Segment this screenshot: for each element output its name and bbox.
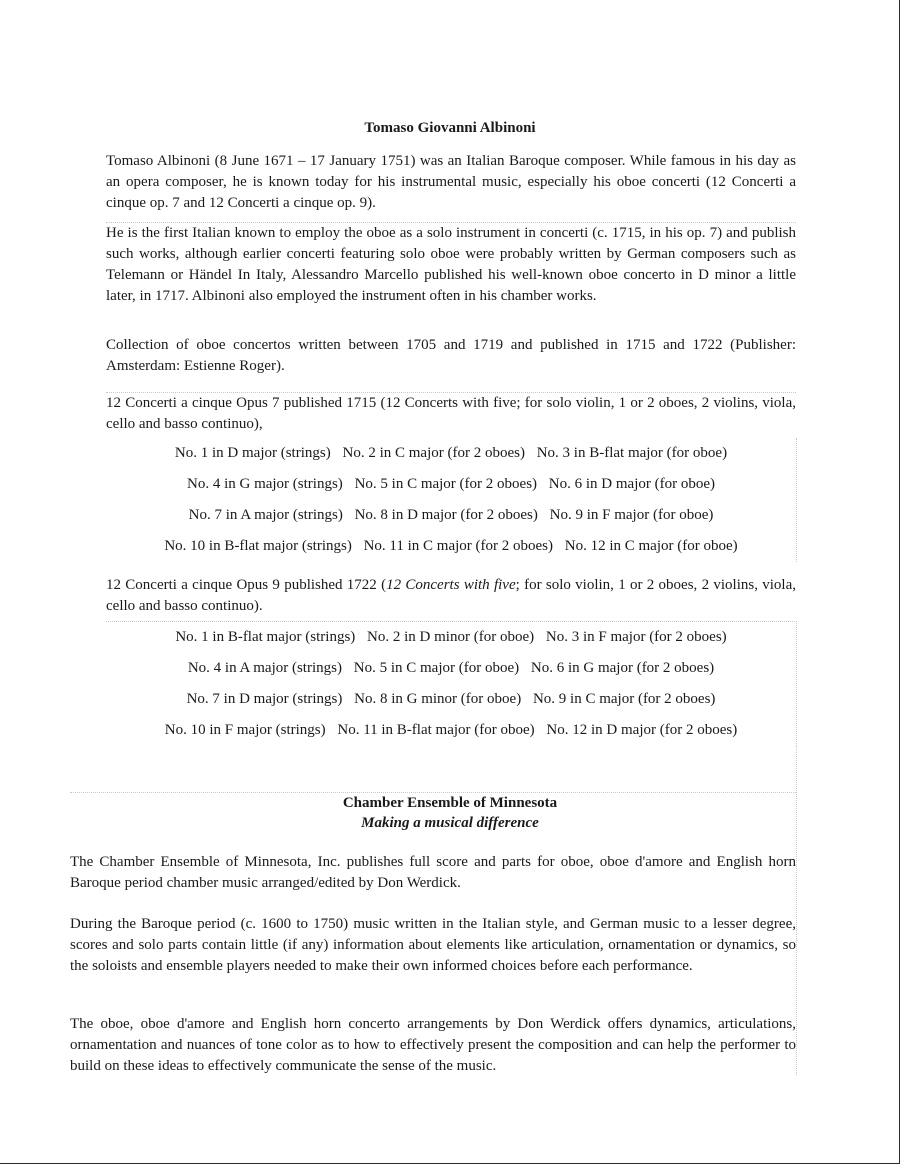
opus7-item: No. 8 in D major (for 2 oboes) bbox=[354, 507, 538, 523]
opus9-item: No. 4 in A major (strings) bbox=[187, 660, 342, 676]
chamber-p3-text: The oboe, oboe d'amore and English horn concerto arrangements by Don Werdick offers dynamics, articulations, ornamentation and nuances of tone color as to how to effectively present the composition and can help the performer to build on these ideas to effectively communicate the sense of the music. bbox=[70, 1016, 796, 1074]
opus9-list bbox=[106, 621, 797, 746]
opus9-item: No. 3 in F major (for 2 oboes) bbox=[545, 629, 727, 645]
intro-p3-text: Collection of oboe concertos written between 1705 and 1719 and published in 1715 and 1722 (Publisher: Amsterdam: Estienne Roger). bbox=[106, 337, 796, 374]
opus7-item: No. 7 in A major (strings) bbox=[188, 507, 343, 523]
chamber-paragraph-3 bbox=[70, 1014, 796, 1077]
opus9-desc-italic: 12 Concerts with five bbox=[386, 577, 516, 593]
intro-paragraph-1 bbox=[106, 151, 796, 214]
intro-paragraph-3 bbox=[106, 335, 796, 377]
opus9-desc-start: 12 Concerti a cinque Opus 9 published 1722 ( bbox=[106, 577, 387, 593]
opus9-row-4 bbox=[106, 715, 796, 746]
opus9-item: No. 1 in B-flat major (strings) bbox=[175, 629, 356, 645]
opus9-item: No. 5 in C major (for oboe) bbox=[353, 660, 520, 676]
opus7-row-4 bbox=[106, 531, 796, 562]
opus7-item: No. 1 in D major (strings) bbox=[174, 445, 331, 461]
opus9-item: No. 7 in D major (strings) bbox=[186, 691, 343, 707]
opus9-row-3 bbox=[106, 684, 796, 715]
opus9-item: No. 9 in C major (for 2 oboes) bbox=[532, 691, 716, 707]
opus9-desc-end: ; for solo violin, 1 or 2 oboes, 2 violins, viola, cello and basso continuo). bbox=[106, 577, 796, 614]
opus7-description bbox=[106, 392, 796, 435]
opus7-description-text: 12 Concerti a cinque Opus 7 published 1715 (12 Concerts with five; for solo violin, 1 or 2 oboes, 2 violins, viola, cello and basso continuo), bbox=[106, 395, 796, 432]
opus9-item: No. 12 in D major (for 2 oboes) bbox=[546, 722, 738, 738]
opus7-item: No. 2 in C major (for 2 oboes) bbox=[342, 445, 525, 461]
opus7-item: No. 9 in F major (for oboe) bbox=[549, 507, 714, 523]
opus7-row-3 bbox=[106, 500, 796, 531]
chamber-p2-text: During the Baroque period (c. 1600 to 1750) music written in the Italian style, and German music to a lesser degree, scores and solo parts contain little (if any) information about elements like articulation, ornamentation or dynamics, so the soloists and ensemble players needed to make their own informed choices before each performance. bbox=[70, 916, 796, 974]
chamber-title: Chamber Ensemble of Minnesota bbox=[342, 795, 558, 811]
intro-p2-text: He is the first Italian known to employ the oboe as a solo instrument in concerti (c. 1715, in his op. 7) and publish such works, although earlier concerti featuring solo oboe were probably written by German composers such as Telemann or Händel In Italy, Alessandro Marcello published his well-known oboe concerto in D minor a little later, in 1717. Albinoni also employed the instrument often in his chamber works. bbox=[106, 225, 796, 304]
opus9-item: No. 2 in D minor (for oboe) bbox=[367, 629, 535, 645]
opus9-row-1 bbox=[106, 622, 796, 653]
opus7-item: No. 4 in G major (strings) bbox=[186, 476, 343, 492]
opus7-item: No. 11 in C major (for 2 oboes) bbox=[363, 538, 553, 554]
opus7-list bbox=[106, 438, 797, 562]
intro-paragraph-2 bbox=[106, 222, 796, 307]
opus7-item: No. 10 in B-flat major (strings) bbox=[164, 538, 352, 554]
chamber-p1-text: The Chamber Ensemble of Minnesota, Inc. publishes full score and parts for oboe, oboe d'amore and English horn Baroque period chamber music arranged/edited by Don Werdick. bbox=[70, 854, 796, 891]
opus7-row-1 bbox=[106, 438, 796, 469]
opus9-item: No. 6 in G major (for 2 oboes) bbox=[530, 660, 715, 676]
chamber-subtitle: Making a musical difference bbox=[361, 815, 539, 831]
opus7-item: No. 6 in D major (for oboe) bbox=[548, 476, 715, 492]
opus7-item: No. 12 in C major (for oboe) bbox=[564, 538, 738, 554]
chamber-paragraph-1 bbox=[70, 852, 796, 894]
opus9-item: No. 11 in B-flat major (for oboe) bbox=[337, 722, 535, 738]
opus7-row-2 bbox=[106, 469, 796, 500]
opus7-item: No. 5 in C major (for 2 oboes) bbox=[354, 476, 538, 492]
opus9-description bbox=[106, 575, 796, 617]
opus9-item: No. 10 in F major (strings) bbox=[164, 722, 326, 738]
page-title: Tomaso Giovanni Albinoni bbox=[364, 120, 536, 136]
opus9-item: No. 8 in G minor (for oboe) bbox=[354, 691, 522, 707]
opus9-row-2 bbox=[106, 653, 796, 684]
intro-p1-text: Tomaso Albinoni (8 June 1671 – 17 January 1751) was an Italian Baroque composer. While famous in his day as an opera composer, he is known today for his instrumental music, especially his oboe concerti (12 Concerti a cinque op. 7 and 12 Concerti a cinque op. 9). bbox=[106, 153, 796, 211]
opus7-item: No. 3 in B-flat major (for oboe) bbox=[536, 445, 728, 461]
chamber-paragraph-2 bbox=[70, 914, 796, 977]
